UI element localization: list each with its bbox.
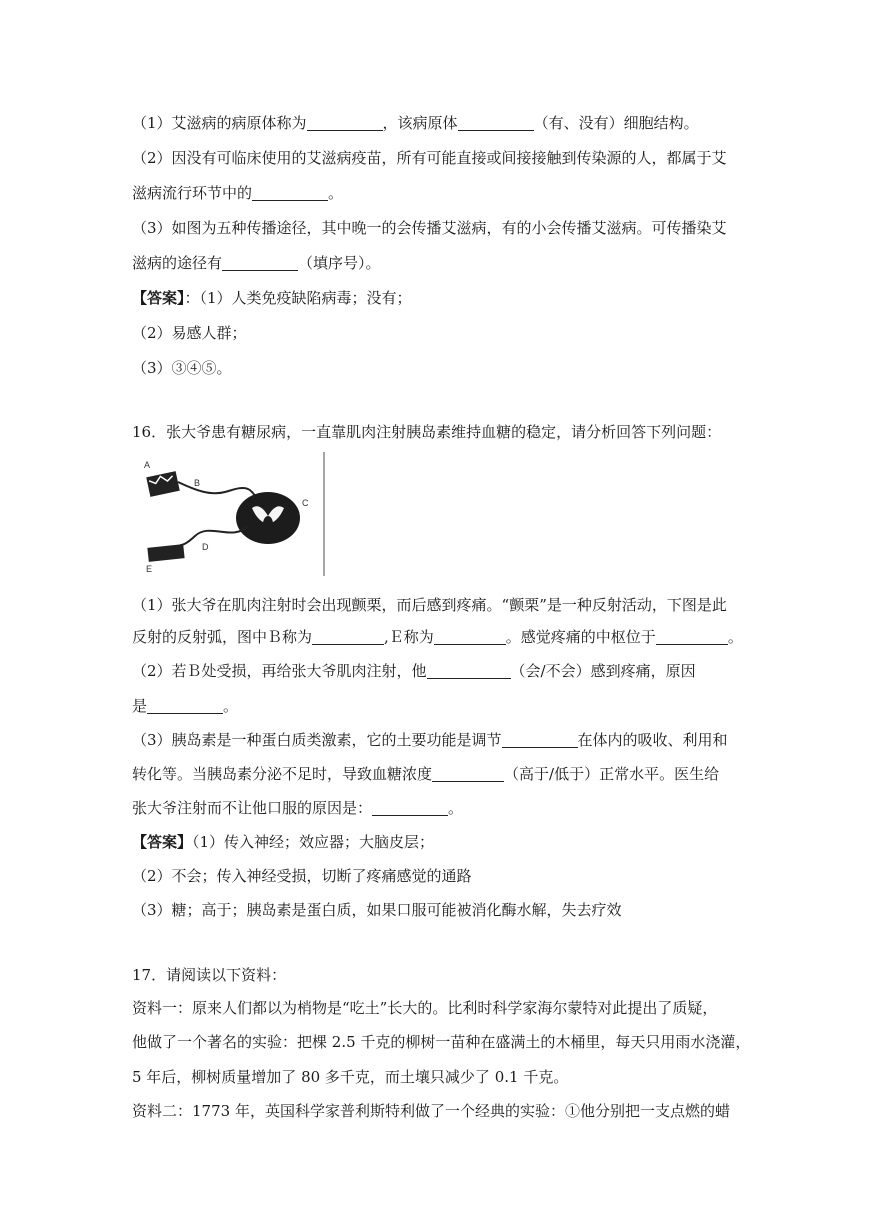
q15-line-4: （3）如图为五种传播途径，其中晚一的会传播艾滋病，有的小会传播艾滋病。可传播染艾 — [132, 219, 727, 237]
q16-title: 16．张大爷患有糖尿病，一直靠肌肉注射胰岛素维持血糖的稳定，请分析回答下列问题： — [132, 423, 722, 441]
text: 。感觉疼痛的中枢位于 — [505, 628, 656, 646]
answer-blank[interactable] — [502, 732, 578, 748]
answer-blank[interactable] — [458, 115, 534, 131]
text: 。 — [448, 799, 464, 817]
label-d: D — [202, 542, 209, 552]
answer-blank[interactable] — [656, 629, 728, 645]
text: （填序号）。 — [298, 254, 381, 272]
q15-answer-line-2: （2）易感人群； — [132, 324, 247, 342]
text: 。 — [223, 697, 239, 715]
text: ：（1）人类免疫缺陷病毒；没有； — [184, 289, 412, 307]
answer-blank[interactable] — [432, 766, 504, 782]
label-e: E — [146, 564, 153, 574]
q17-line-3: 5 年后，柳树质量增加了 80 多千克，而土壤只减少了 0.1 千克。 — [132, 1068, 569, 1086]
q16-line-3 — [132, 661, 696, 681]
text: ,Ｅ称为 — [384, 628, 434, 646]
q16-line-5 — [132, 730, 728, 750]
text: 。 — [328, 184, 344, 202]
text: （高于/低于）正常水平。医生给 — [504, 765, 720, 783]
q15-line-1 — [132, 113, 699, 133]
reflex-arc-figure — [140, 452, 330, 578]
answer-blank[interactable] — [307, 115, 383, 131]
answer-blank[interactable] — [222, 255, 298, 271]
text: 转化等。当胰岛素分泌不足时，导致血糖浓度 — [132, 765, 433, 783]
q17-line-1: 资料一：原来人们都以为梢物是“吃土”长大的。比利时科学家海尔蒙特对此提出了质疑， — [132, 999, 718, 1017]
q17-line-4: 资料二：1773 年，英国科学家普利斯特利做了一个经典的实验：①他分别把一支点燃的蜡 — [132, 1102, 730, 1120]
answer-blank[interactable] — [427, 663, 511, 679]
answer-blank[interactable] — [312, 629, 384, 645]
text: （3）胰岛素是一种蛋白质类激素，它的土要功能是调节 — [132, 731, 502, 749]
q16-answer-line-1 — [132, 832, 434, 852]
answer-blank[interactable] — [372, 800, 448, 816]
answer-label: 【答案】 — [132, 289, 185, 307]
q16-answer-line-2: （2）不会；传入神经受损，切断了疼痛感觉的通路 — [132, 867, 472, 885]
answer-blank[interactable] — [147, 698, 223, 714]
text: （1）艾滋病的病原体称为 — [132, 114, 307, 132]
text: （2）若Ｂ处受损，再给张大爷肌肉注射，他 — [132, 662, 427, 680]
q17-title: 17．请阅读以下资料： — [132, 966, 287, 984]
q16-line-2 — [132, 627, 743, 647]
q16-line-6 — [132, 764, 719, 784]
q15-line-3 — [132, 183, 343, 203]
q16-line-1: （1）张大爷在肌肉注射时会出现颤栗，而后感到疼痛。“颤栗”是一种反射活动，下图是此 — [132, 596, 727, 614]
text: （有、没有）细胞结构。 — [533, 114, 699, 132]
text: 滋病流行环节中的 — [132, 184, 253, 202]
text: 在体内的吸收、利用和 — [577, 731, 728, 749]
q15-line-5 — [132, 253, 381, 273]
q15-answer-line-1 — [132, 288, 412, 308]
text: 。 — [727, 628, 743, 646]
text: 滋病的途径有 — [132, 254, 223, 272]
q15-answer-line-3: （3）③④⑤。 — [132, 359, 232, 377]
text: 张大爷注射而不让他口服的原因是： — [132, 799, 373, 817]
text: （会/不会）感到疼痛，原因 — [510, 662, 696, 680]
text: 反射的反射弧，图中Ｂ称为 — [132, 628, 313, 646]
text: 是 — [132, 697, 148, 715]
answer-blank[interactable] — [252, 185, 328, 201]
q16-line-7 — [132, 798, 463, 818]
text: （1）传入神经；效应器；大脑皮层； — [192, 833, 435, 851]
q15-line-2: （2）因没有可临床使用的艾滋病疫苗，所有可能直接或间接接触到传染源的人，都属于艾 — [132, 149, 727, 167]
text: ，该病原体 — [382, 114, 458, 132]
label-b: B — [194, 478, 201, 488]
q17-line-2: 他做了一个著名的实验：把棵 2.5 千克的柳树一苗种在盛满土的木桶里，每天只用雨水浇灌， — [132, 1033, 751, 1051]
answer-label: 【答案】 — [132, 833, 193, 851]
answer-blank[interactable] — [434, 629, 506, 645]
label-c: C — [302, 498, 309, 508]
label-a: A — [144, 460, 151, 470]
q16-answer-line-3: （3）糖；高于；胰岛素是蛋白质，如果口服可能被消化酶水解，失去疗效 — [132, 901, 622, 919]
q16-line-4 — [132, 696, 238, 716]
